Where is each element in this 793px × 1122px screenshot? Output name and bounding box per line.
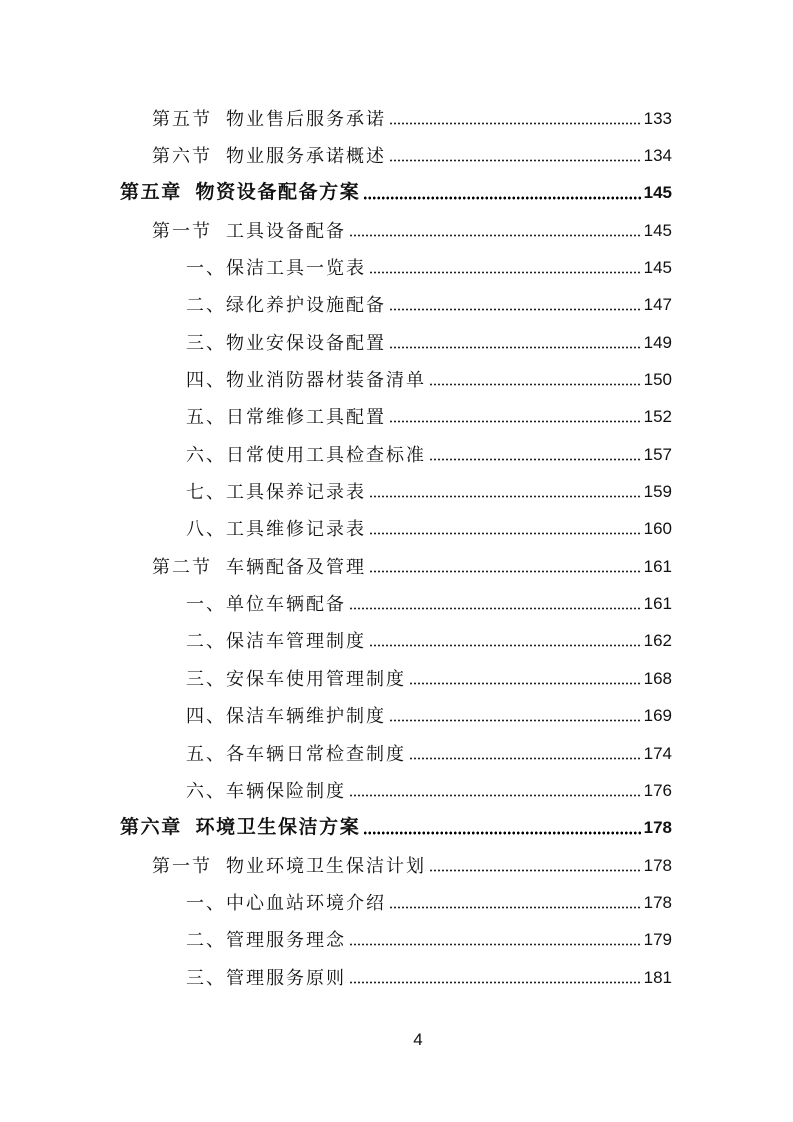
toc-entry-title: 一、中心血站环境介绍 bbox=[186, 892, 386, 913]
toc-entry-title: 三、管理服务原则 bbox=[186, 967, 346, 988]
toc-entry-item[interactable] bbox=[0, 922, 793, 959]
toc-entry-section[interactable] bbox=[0, 212, 793, 249]
toc-entry-title: 四、保洁车辆维护制度 bbox=[186, 706, 386, 727]
toc-entry-page: 157 bbox=[643, 444, 672, 464]
toc-entry-title: 二、绿化养护设施配备 bbox=[186, 295, 386, 316]
dot-leader bbox=[389, 159, 641, 162]
dot-leader bbox=[369, 271, 641, 274]
toc-entry-title: 八、工具维修记录表 bbox=[186, 519, 366, 540]
toc-entry-title: 六、车辆保险制度 bbox=[186, 780, 346, 801]
dot-leader bbox=[369, 570, 641, 573]
toc-entry-title: 二、管理服务理念 bbox=[186, 930, 346, 951]
toc-entry-page: 133 bbox=[643, 108, 672, 128]
toc-entry-title: 一、单位车辆配备 bbox=[186, 594, 346, 615]
toc-entry-title: 三、安保车使用管理制度 bbox=[186, 668, 406, 689]
toc-entry-title: 五、各车辆日常检查制度 bbox=[186, 743, 406, 764]
toc-entry-item[interactable] bbox=[0, 473, 793, 510]
toc-entry-page: 178 bbox=[643, 855, 672, 875]
dot-leader bbox=[409, 757, 641, 760]
dot-leader bbox=[389, 906, 641, 909]
toc-entry-item[interactable] bbox=[0, 698, 793, 735]
dot-leader bbox=[429, 458, 641, 461]
toc-entry-title: 一、保洁工具一览表 bbox=[186, 258, 366, 279]
toc-entry-page: 147 bbox=[643, 295, 672, 315]
toc-entry-page: 145 bbox=[643, 183, 672, 203]
toc-entry-page: 161 bbox=[643, 594, 672, 614]
dot-leader bbox=[429, 383, 641, 386]
dot-leader bbox=[363, 196, 640, 200]
toc-entry-title: 四、物业消防器材装备清单 bbox=[186, 370, 426, 391]
toc-entry-section[interactable] bbox=[0, 847, 793, 884]
dot-leader bbox=[369, 532, 641, 535]
table-of-contents bbox=[0, 100, 793, 996]
toc-entry-title: 三、物业安保设备配置 bbox=[186, 332, 386, 353]
dot-leader bbox=[389, 308, 641, 311]
toc-entry-chapter[interactable] bbox=[0, 175, 793, 212]
toc-entry-item[interactable] bbox=[0, 735, 793, 772]
page-number: 4 bbox=[413, 1030, 423, 1049]
dot-leader bbox=[389, 719, 641, 722]
toc-entry-item[interactable] bbox=[0, 436, 793, 473]
toc-entry-title: 七、工具保养记录表 bbox=[186, 482, 366, 503]
toc-entry-title: 第一节 工具设备配备 bbox=[152, 220, 347, 241]
toc-entry-page: 178 bbox=[643, 818, 672, 838]
toc-entry-item[interactable] bbox=[0, 623, 793, 660]
toc-entry-title: 五、日常维修工具配置 bbox=[186, 407, 386, 428]
toc-entry-title: 第五章 物资设备配备方案 bbox=[120, 182, 361, 204]
toc-entry-item[interactable] bbox=[0, 249, 793, 286]
toc-entry-page: 174 bbox=[643, 743, 672, 763]
toc-entry-item[interactable] bbox=[0, 287, 793, 324]
dot-leader bbox=[363, 831, 640, 835]
toc-entry-page: 145 bbox=[643, 258, 672, 278]
toc-entry-page: 169 bbox=[643, 706, 672, 726]
toc-entry-item[interactable] bbox=[0, 399, 793, 436]
toc-entry-title: 第五节 物业售后服务承诺 bbox=[152, 108, 387, 129]
dot-leader bbox=[349, 607, 641, 610]
dot-leader bbox=[349, 981, 641, 984]
toc-entry-title: 二、保洁车管理制度 bbox=[186, 631, 366, 652]
toc-entry-page: 159 bbox=[643, 482, 672, 502]
toc-entry-chapter[interactable] bbox=[0, 810, 793, 847]
toc-entry-page: 150 bbox=[643, 370, 672, 390]
toc-entry-item[interactable] bbox=[0, 772, 793, 809]
toc-entry-page: 178 bbox=[643, 892, 672, 912]
dot-leader bbox=[349, 234, 641, 237]
toc-entry-item[interactable] bbox=[0, 361, 793, 398]
toc-entry-page: 161 bbox=[643, 556, 672, 576]
toc-entry-title: 第二节 车辆配备及管理 bbox=[152, 556, 367, 577]
toc-entry-section[interactable] bbox=[0, 548, 793, 585]
toc-entry-item[interactable] bbox=[0, 959, 793, 996]
dot-leader bbox=[369, 644, 641, 647]
toc-entry-page: 145 bbox=[643, 220, 672, 240]
toc-entry-page: 160 bbox=[643, 519, 672, 539]
toc-entry-page: 181 bbox=[643, 967, 672, 987]
dot-leader bbox=[409, 682, 641, 685]
toc-entry-page: 179 bbox=[643, 930, 672, 950]
dot-leader bbox=[389, 122, 641, 125]
dot-leader bbox=[429, 869, 641, 872]
toc-entry-title: 第六节 物业服务承诺概述 bbox=[152, 146, 387, 167]
toc-entry-section[interactable] bbox=[0, 137, 793, 174]
dot-leader bbox=[389, 420, 641, 423]
dot-leader bbox=[349, 794, 641, 797]
toc-entry-page: 162 bbox=[643, 631, 672, 651]
toc-entry-item[interactable] bbox=[0, 324, 793, 361]
dot-leader bbox=[369, 495, 641, 498]
toc-entry-title: 第一节 物业环境卫生保洁计划 bbox=[152, 855, 427, 876]
toc-entry-page: 152 bbox=[643, 407, 672, 427]
dot-leader bbox=[389, 346, 641, 349]
toc-entry-title: 六、日常使用工具检查标准 bbox=[186, 444, 426, 465]
toc-entry-page: 168 bbox=[643, 668, 672, 688]
toc-entry-section[interactable] bbox=[0, 100, 793, 137]
toc-entry-item[interactable] bbox=[0, 511, 793, 548]
toc-entry-page: 176 bbox=[643, 780, 672, 800]
dot-leader bbox=[349, 943, 641, 946]
toc-entry-item[interactable] bbox=[0, 585, 793, 622]
toc-entry-title: 第六章 环境卫生保洁方案 bbox=[120, 817, 361, 839]
toc-entry-page: 134 bbox=[643, 146, 672, 166]
toc-entry-item[interactable] bbox=[0, 884, 793, 921]
toc-entry-item[interactable] bbox=[0, 660, 793, 697]
toc-entry-page: 149 bbox=[643, 332, 672, 352]
